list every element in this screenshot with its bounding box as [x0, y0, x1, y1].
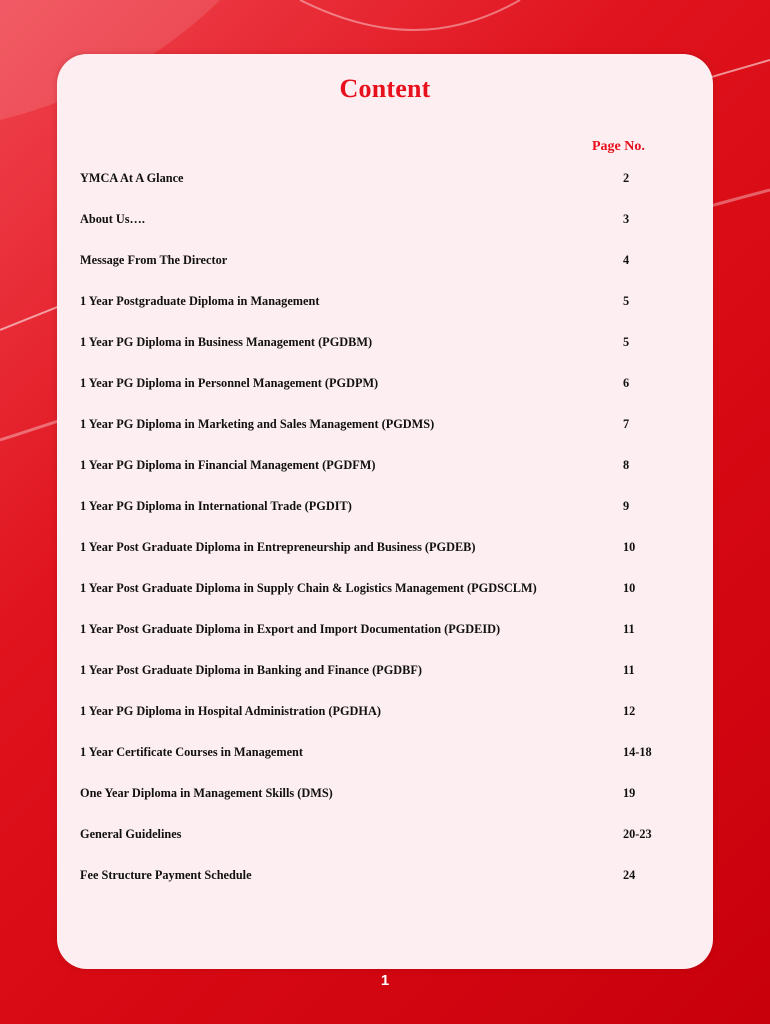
toc-entry-page: 20-23 — [623, 827, 652, 841]
toc-entry — [80, 745, 680, 763]
toc-entry-page: 5 — [623, 294, 630, 308]
toc-entry — [80, 458, 680, 476]
toc-entry — [80, 253, 680, 271]
page-number-column-heading: Page No. — [592, 139, 645, 154]
footer-page-number: 1 — [380, 972, 390, 989]
toc-entry-page: 24 — [623, 868, 636, 882]
toc-entry — [80, 294, 680, 312]
toc-entry-label: 1 Year Post Graduate Diploma in Supply Chain & Logistics Management (PGDSCLM) — [80, 581, 537, 595]
toc-entry-page: 9 — [623, 499, 630, 513]
toc-entry-page: 10 — [623, 540, 636, 554]
toc-entry-label: Message From The Director — [80, 253, 228, 267]
toc-entry-label: YMCA At A Glance — [80, 171, 184, 185]
toc-entry — [80, 335, 680, 353]
toc-entry — [80, 171, 680, 189]
toc-entry — [80, 376, 680, 394]
toc-entry-page: 11 — [623, 663, 635, 677]
toc-entry-page: 11 — [623, 622, 635, 636]
toc-entry-label: One Year Diploma in Management Skills (DMS) — [80, 786, 333, 800]
toc-entry — [80, 499, 680, 517]
page-title: Content — [339, 74, 431, 103]
toc-entry — [80, 868, 680, 886]
toc-entry-page: 8 — [623, 458, 630, 472]
toc-entry — [80, 622, 680, 640]
toc-entry-label: 1 Year PG Diploma in Business Management (PGDBM) — [80, 335, 373, 349]
toc-entry-label: About Us…. — [80, 212, 145, 226]
toc-entry-page: 14-18 — [623, 745, 652, 759]
toc-entry-label: 1 Year Post Graduate Diploma in Export and Import Documentation (PGDEID) — [80, 622, 501, 636]
toc-entry-label: 1 Year Postgraduate Diploma in Management — [80, 294, 320, 308]
toc-entry-label: 1 Year Post Graduate Diploma in Banking and Finance (PGDBF) — [80, 663, 422, 677]
toc-entry-label: 1 Year PG Diploma in Personnel Management (PGDPM) — [80, 376, 379, 390]
toc-entry — [80, 581, 680, 599]
toc-entry-label: 1 Year PG Diploma in Financial Management (PGDFM) — [80, 458, 376, 472]
toc-entry — [80, 540, 680, 558]
toc-entry-label: 1 Year Certificate Courses in Management — [80, 745, 303, 759]
toc-entry — [80, 212, 680, 230]
toc-entry — [80, 704, 680, 722]
toc-entry-page: 4 — [623, 253, 630, 267]
toc-entry-label: 1 Year PG Diploma in International Trade (PGDIT) — [80, 499, 352, 513]
toc-entry-page: 6 — [623, 376, 630, 390]
toc-entry — [80, 786, 680, 804]
toc-entry-page: 5 — [623, 335, 630, 349]
toc-entry-page: 10 — [623, 581, 636, 595]
toc-entry-page: 2 — [623, 171, 630, 185]
toc-entry-page: 19 — [623, 786, 636, 800]
toc-entry — [80, 417, 680, 435]
toc-entry — [80, 827, 680, 845]
toc-entry-page: 3 — [623, 212, 630, 226]
toc-entry-label: 1 Year PG Diploma in Hospital Administration (PGDHA) — [80, 704, 381, 718]
toc-entry-label: Fee Structure Payment Schedule — [80, 868, 252, 882]
toc-entry-label: 1 Year Post Graduate Diploma in Entrepreneurship and Business (PGDEB) — [80, 540, 476, 554]
toc-entry — [80, 663, 680, 681]
toc-entry-page: 7 — [623, 417, 630, 431]
toc-entry-page: 12 — [623, 704, 636, 718]
toc-entry-label: 1 Year PG Diploma in Marketing and Sales Management (PGDMS) — [80, 417, 435, 431]
toc-entry-label: General Guidelines — [80, 827, 182, 841]
